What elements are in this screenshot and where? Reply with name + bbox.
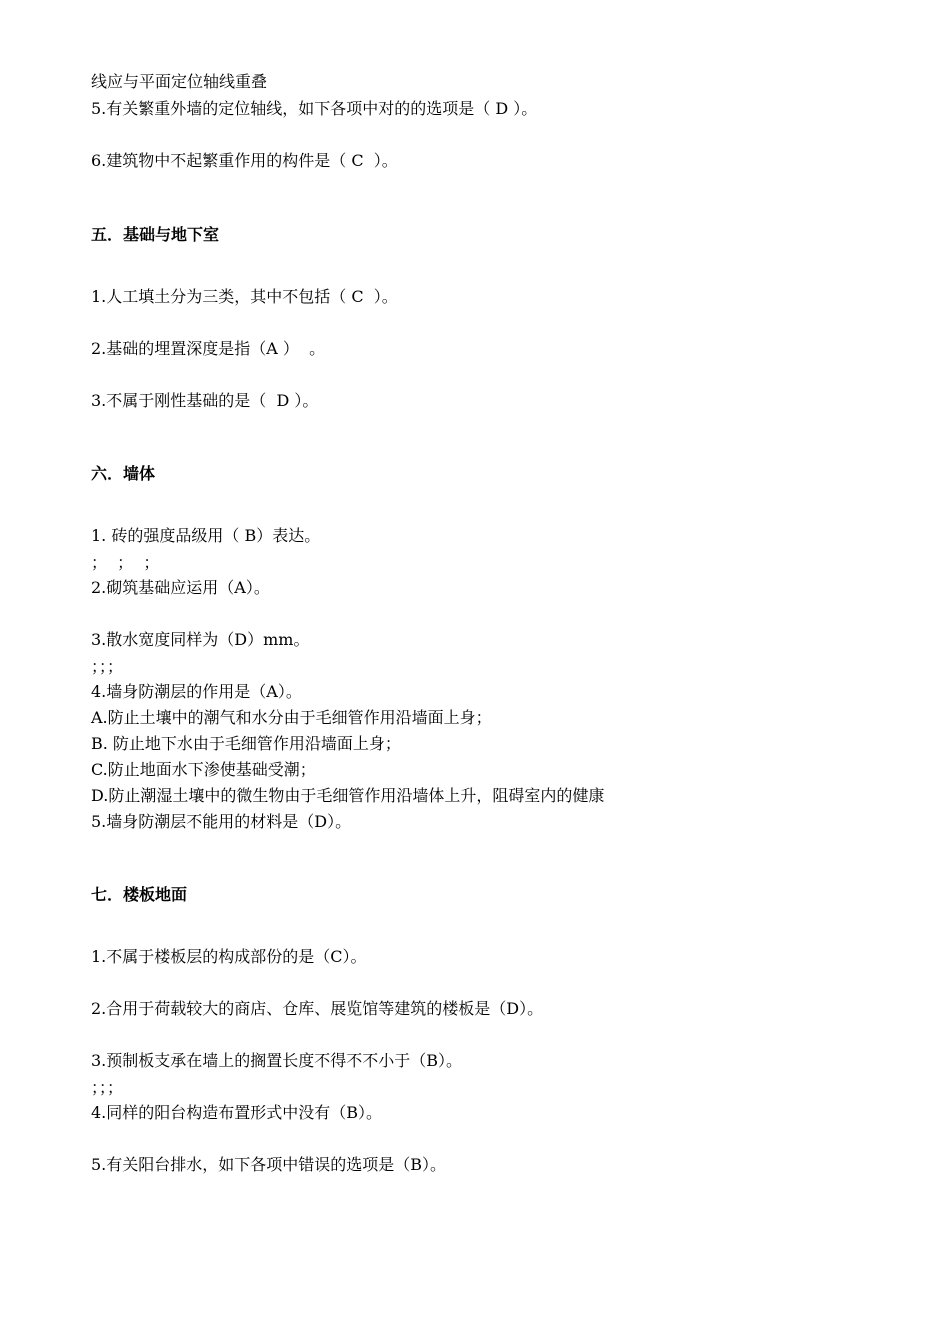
question-4-6: 6.建筑物中不起繁重作用的构件是（ C ）。 — [91, 151, 398, 170]
question-6-1: 1. 砖的强度品级用（ B）表达。 — [91, 526, 321, 545]
question-5-3: 3.不属于刚性基础的是（ D ）。 — [91, 391, 319, 410]
question-7-2: 2.合用于荷载较大的商店、仓库、展览馆等建筑的楼板是（D）。 — [91, 999, 544, 1018]
question-6-5: 5.墙身防潮层不能用的材料是（D）。 — [91, 812, 352, 831]
section-heading-floor: 七．楼板地面 — [91, 885, 188, 904]
option-6-4-d: D.防止潮湿土壤中的微生物由于毛细管作用沿墙体上升，阻碍室内的健康 — [91, 786, 605, 805]
separator-6-1: ； ； ； — [91, 553, 160, 572]
continuation-text: 线应与平面定位轴线重叠 — [91, 72, 268, 91]
question-6-2: 2.砌筑基础应运用（A）。 — [91, 578, 270, 597]
question-7-3: 3.预制板支承在墙上的搁置长度不得不不小于（B）。 — [91, 1051, 463, 1070]
question-6-3: 3.散水宽度同样为（D）mm。 — [91, 630, 310, 649]
question-7-1: 1.不属于楼板层的构成部份的是（C）。 — [91, 947, 367, 966]
section-heading-foundation: 五．基础与地下室 — [91, 225, 220, 244]
option-6-4-a: A.防止土壤中的潮气和水分由于毛细管作用沿墙面上身； — [91, 708, 492, 727]
question-4-5: 5.有关繁重外墙的定位轴线，如下各项中对的的选项是（ D ）。 — [91, 99, 538, 118]
question-7-4: 4.同样的阳台构造布置形式中没有（B）。 — [91, 1103, 383, 1122]
question-5-1: 1.人工填土分为三类，其中不包括（ C ）。 — [91, 287, 398, 306]
question-6-4: 4.墙身防潮层的作用是（A）。 — [91, 682, 302, 701]
section-heading-wall: 六．墙体 — [91, 464, 156, 483]
question-7-5: 5.有关阳台排水，如下各项中错误的选项是（B）。 — [91, 1155, 447, 1174]
separator-6-2: ；；； — [91, 657, 124, 676]
option-6-4-c: C.防止地面水下渗使基础受潮； — [91, 760, 316, 779]
separator-7: ；；； — [91, 1078, 124, 1097]
question-5-2: 2.基础的埋置深度是指（A ） 。 — [91, 339, 326, 358]
option-6-4-b: B. 防止地下水由于毛细管作用沿墙面上身； — [91, 734, 401, 753]
